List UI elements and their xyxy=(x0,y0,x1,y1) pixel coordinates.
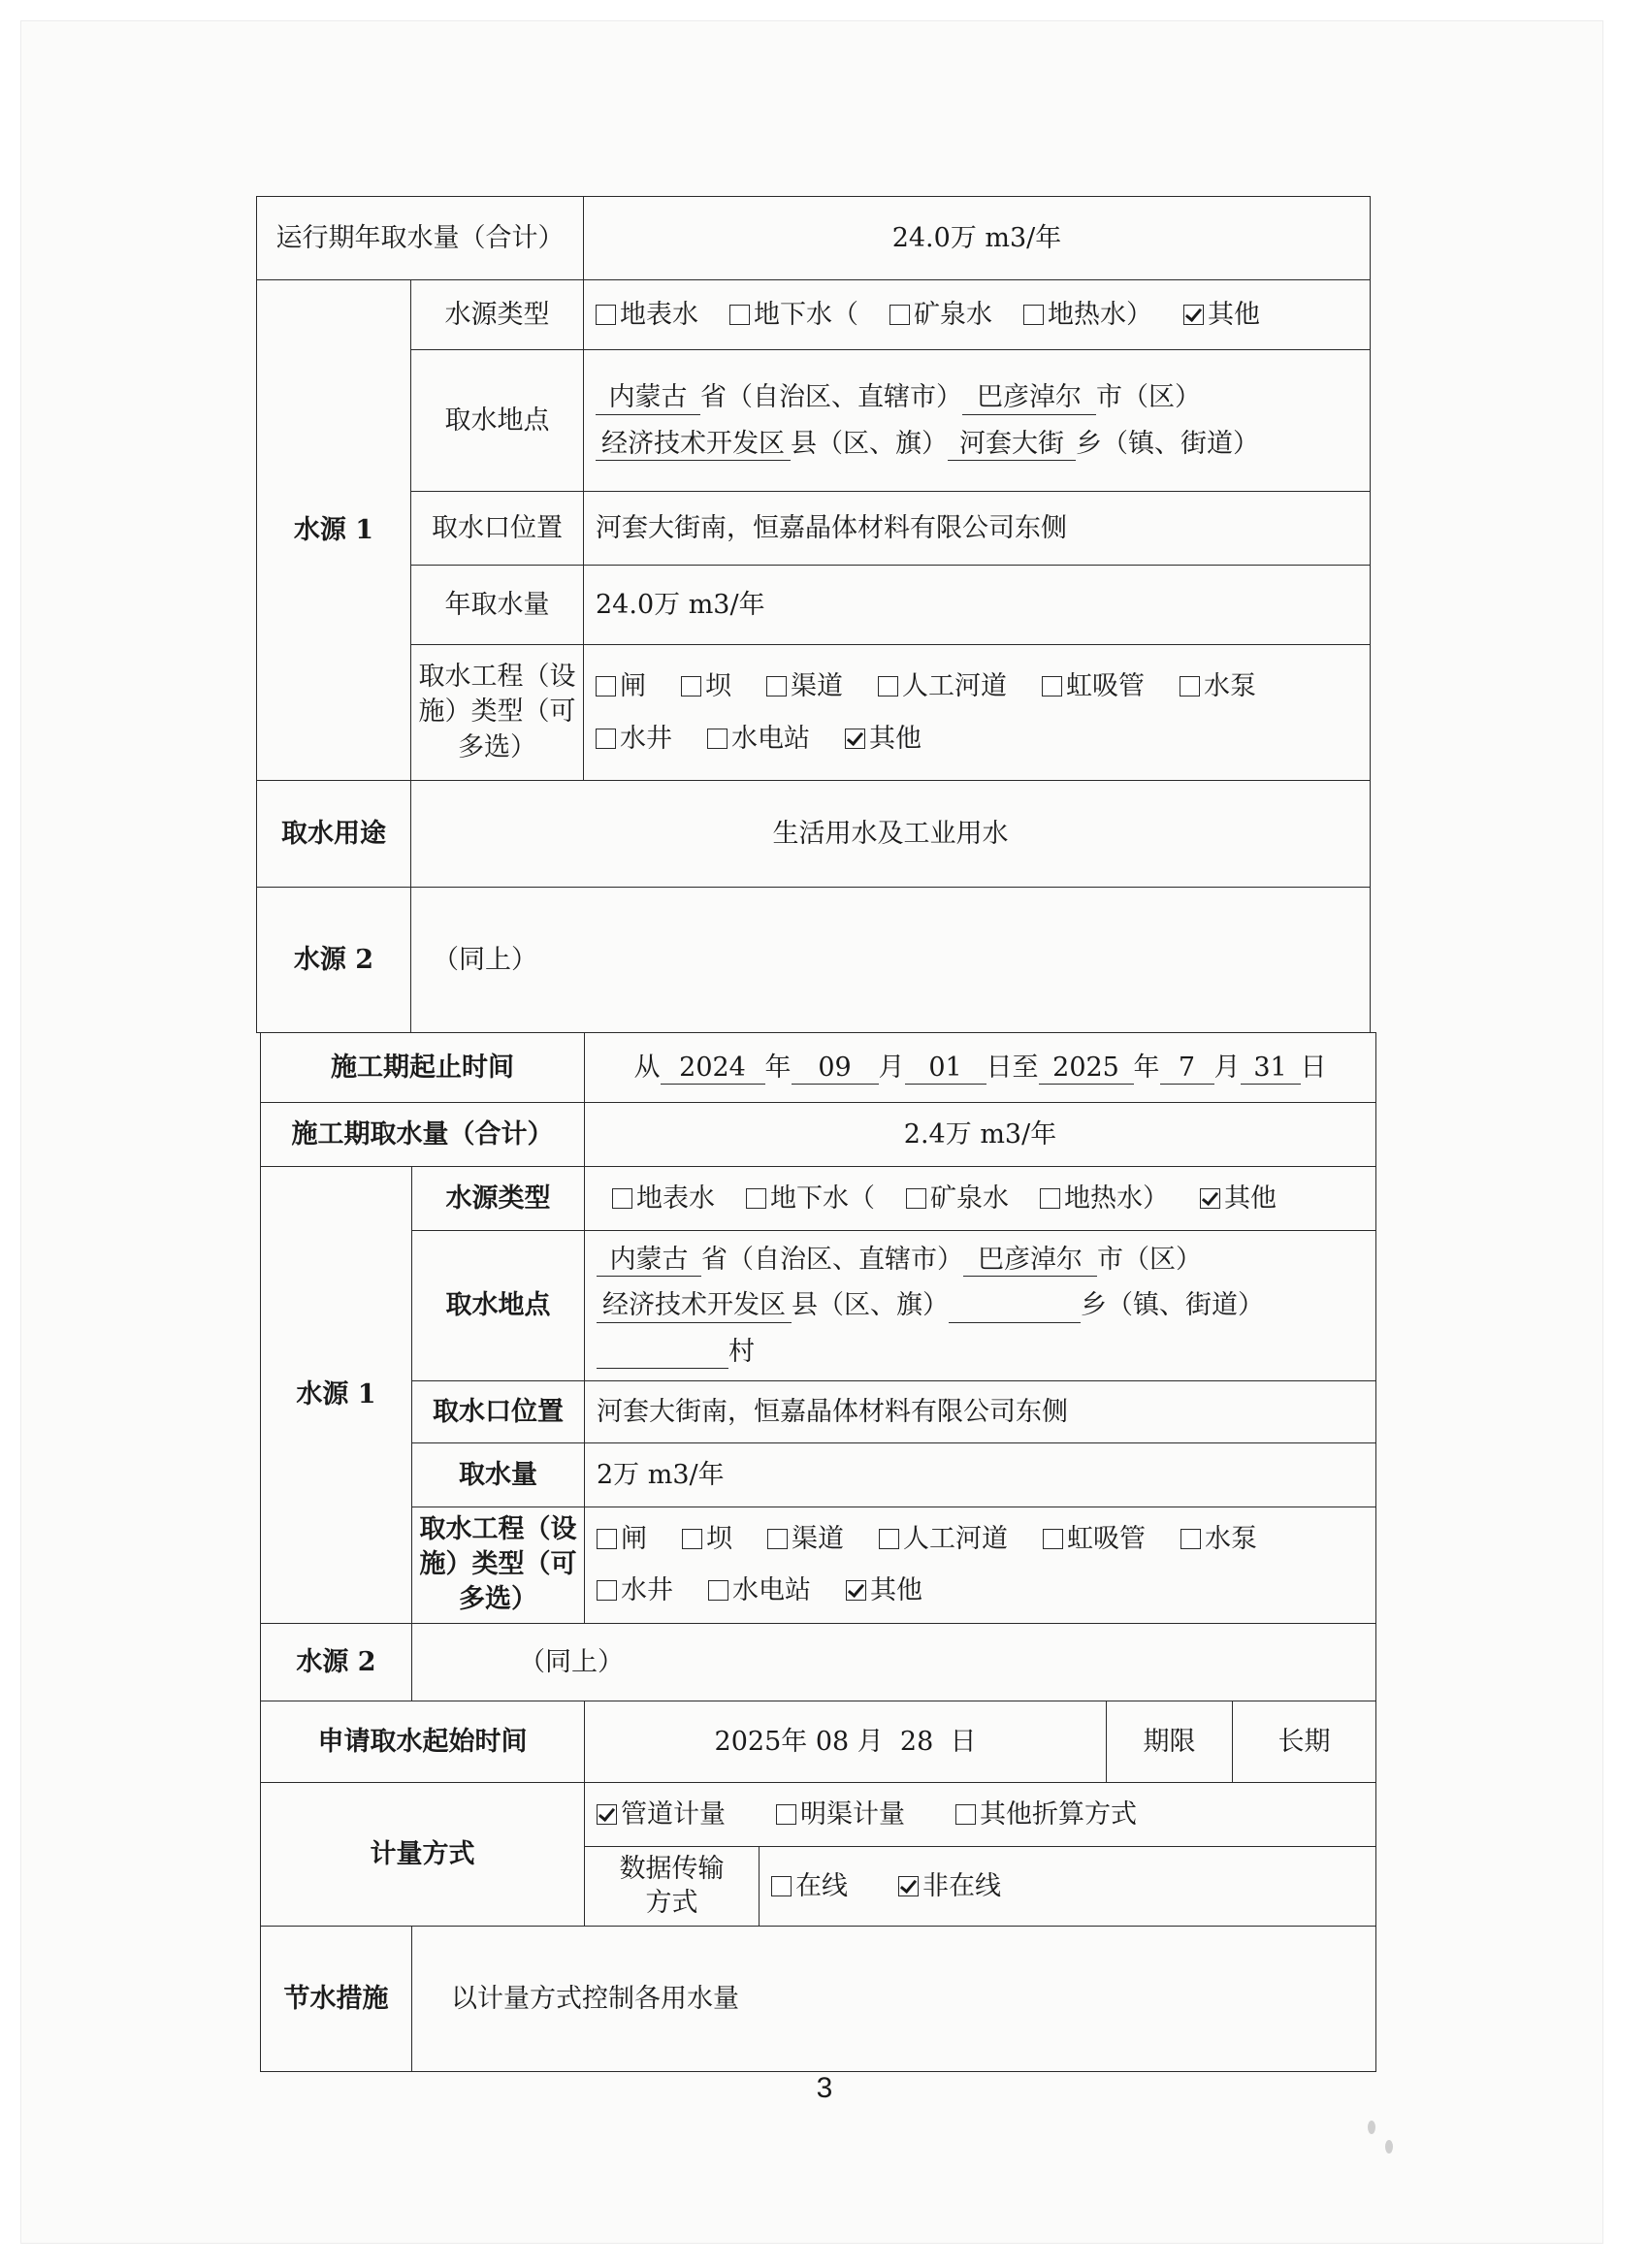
construction-amount-value: 2万 m3/年 xyxy=(585,1442,1376,1507)
source-type-label: 水源类型 xyxy=(411,280,584,350)
start-day: 01 xyxy=(905,1053,986,1085)
empty-box-icon[interactable] xyxy=(729,305,750,325)
start-month-unit: 月 xyxy=(878,1052,905,1083)
county-blank: 经济技术开发区 xyxy=(597,1290,792,1322)
conservation-label: 节水措施 xyxy=(261,1926,412,2071)
empty-box-icon[interactable] xyxy=(596,729,616,749)
construction-amount-label: 取水量 xyxy=(412,1442,585,1507)
empty-box-icon[interactable] xyxy=(1040,1188,1060,1209)
county-suffix: 县（区、旗） xyxy=(792,1290,949,1321)
checkbox-option[interactable] xyxy=(1180,1520,1257,1558)
option-group xyxy=(771,1867,1364,1905)
checkbox-option-label: 其他 xyxy=(1208,299,1260,330)
city-blank: 巴彦淖尔 xyxy=(962,382,1096,414)
empty-box-icon[interactable] xyxy=(596,305,616,325)
start-year-unit: 年 xyxy=(764,1052,792,1083)
end-year-unit: 年 xyxy=(1133,1052,1160,1083)
end-day-unit: 日 xyxy=(1300,1052,1327,1083)
transmission-label: 数据传输方式 xyxy=(585,1846,760,1926)
empty-box-icon[interactable] xyxy=(746,1188,766,1209)
checkbox-option[interactable] xyxy=(846,1571,922,1609)
checkbox-option[interactable] xyxy=(597,1571,673,1609)
construction-type-label: 水源类型 xyxy=(412,1167,585,1231)
source1-label: 水源 1 xyxy=(257,280,411,781)
source2-label: 水源 2 xyxy=(257,888,411,1033)
location-value xyxy=(584,350,1371,492)
scan-speck xyxy=(1385,2140,1393,2154)
checkbox-option[interactable] xyxy=(746,1180,875,1217)
construction-period-value xyxy=(585,1033,1376,1103)
checkbox-option-label: 虹吸管 xyxy=(1066,671,1145,702)
empty-box-icon[interactable] xyxy=(955,1804,976,1825)
checkbox-option[interactable] xyxy=(1023,296,1152,334)
checkbox-option[interactable] xyxy=(597,1796,726,1833)
option-group xyxy=(597,1180,1364,1217)
empty-box-icon[interactable] xyxy=(612,1188,632,1209)
term-value: 长期 xyxy=(1233,1701,1376,1782)
checkbox-option-label: 人工河道 xyxy=(903,1524,1008,1555)
scan-speck xyxy=(1368,2121,1375,2134)
location-label: 取水地点 xyxy=(411,350,584,492)
checkbox-option-label: 其他 xyxy=(870,1575,922,1606)
province-suffix: 省（自治区、直辖市） xyxy=(701,1245,963,1275)
city-suffix: 市（区） xyxy=(1097,1245,1202,1275)
checked-box-icon[interactable] xyxy=(898,1876,919,1896)
city-blank: 巴彦淖尔 xyxy=(963,1245,1097,1277)
empty-box-icon[interactable] xyxy=(906,1188,926,1209)
checkbox-option-label: 闸 xyxy=(621,1524,647,1555)
empty-box-icon[interactable] xyxy=(681,676,701,697)
checkbox-option-label: 明渠计量 xyxy=(800,1798,905,1830)
checkbox-option-label: 水泵 xyxy=(1205,1524,1257,1555)
checkbox-option-label: 地表水 xyxy=(636,1183,715,1214)
checkbox-option-label: 水井 xyxy=(621,1575,673,1606)
metering-label: 计量方式 xyxy=(261,1782,585,1926)
construction-total-label: 施工期取水量（合计） xyxy=(261,1103,585,1167)
empty-box-icon[interactable] xyxy=(708,1580,728,1601)
province-blank: 内蒙古 xyxy=(597,1245,701,1277)
village-blank xyxy=(597,1337,728,1369)
day-to: 日至 xyxy=(986,1052,1039,1083)
checkbox-option[interactable] xyxy=(596,296,698,334)
end-month: 7 xyxy=(1160,1053,1214,1085)
checkbox-option-label: 闸 xyxy=(620,671,646,702)
application-start-label: 申请取水起始时间 xyxy=(261,1701,585,1782)
city-suffix: 市（区） xyxy=(1096,382,1201,413)
empty-box-icon[interactable] xyxy=(767,1529,788,1549)
period-from: 从 xyxy=(633,1052,661,1083)
checkbox-option[interactable] xyxy=(729,296,858,334)
construction-water-table xyxy=(260,1032,1376,2072)
operation-water-table xyxy=(256,196,1371,1033)
checkbox-option[interactable] xyxy=(1180,667,1256,705)
checkbox-option-label: 地下水（ xyxy=(754,299,858,330)
town-suffix: 乡（镇、街道） xyxy=(1076,428,1259,459)
checkbox-option-label: 在线 xyxy=(795,1870,848,1901)
checkbox-option[interactable] xyxy=(771,1867,848,1905)
empty-box-icon[interactable] xyxy=(597,1580,617,1601)
checkbox-option-label: 地表水 xyxy=(620,299,698,330)
checkbox-option[interactable] xyxy=(1183,296,1260,334)
village-suffix: 村 xyxy=(728,1336,755,1367)
construction-source1-label: 水源 1 xyxy=(261,1167,412,1624)
term-label: 期限 xyxy=(1107,1701,1233,1782)
checkbox-option-label: 渠道 xyxy=(791,671,843,702)
checkbox-option[interactable] xyxy=(596,720,672,758)
empty-box-icon[interactable] xyxy=(771,1876,792,1896)
checkbox-option-label: 虹吸管 xyxy=(1067,1524,1146,1555)
checkbox-option[interactable] xyxy=(766,667,843,705)
checkbox-option-label: 其他折算方式 xyxy=(980,1798,1137,1830)
province-blank: 内蒙古 xyxy=(596,382,700,414)
option-group xyxy=(597,1796,1364,1833)
checkbox-option-label: 矿泉水 xyxy=(930,1183,1009,1214)
construction-facility-label: 取水工程（设施）类型（可多选） xyxy=(412,1507,585,1623)
checkbox-option-label: 坝 xyxy=(705,671,731,702)
empty-box-icon[interactable] xyxy=(889,305,910,325)
checkbox-option-label: 矿泉水 xyxy=(914,299,992,330)
checkbox-option[interactable] xyxy=(906,1180,1009,1217)
checkbox-option-label: 地热水） xyxy=(1064,1183,1169,1214)
checkbox-option[interactable] xyxy=(1040,1180,1169,1217)
empty-box-icon[interactable] xyxy=(597,1529,617,1549)
checkbox-option[interactable] xyxy=(681,667,731,705)
empty-box-icon[interactable] xyxy=(776,1804,796,1825)
empty-box-icon[interactable] xyxy=(596,676,616,697)
checked-box-icon[interactable] xyxy=(845,729,865,749)
checked-box-icon[interactable] xyxy=(597,1804,617,1825)
checkbox-option[interactable] xyxy=(955,1796,1137,1833)
checkbox-option[interactable] xyxy=(845,720,922,758)
checkbox-option-label: 地下水（ xyxy=(770,1183,875,1214)
facility-label: 取水工程（设施）类型（可多选） xyxy=(411,645,584,781)
checkbox-option-label: 其他 xyxy=(1224,1183,1277,1214)
checked-box-icon[interactable] xyxy=(1183,305,1204,325)
annual-amount-value: 24.0万 m3/年 xyxy=(584,566,1371,645)
checkbox-option-label: 地热水） xyxy=(1048,299,1152,330)
facility-options xyxy=(584,645,1371,781)
empty-box-icon[interactable] xyxy=(1023,305,1044,325)
option-group xyxy=(597,1520,1364,1609)
construction-source2-label: 水源 2 xyxy=(261,1623,412,1701)
annual-total-value: 24.0万 m3/年 xyxy=(584,197,1371,280)
option-group xyxy=(596,296,1358,334)
empty-box-icon[interactable] xyxy=(878,676,898,697)
metering-methods xyxy=(585,1782,1376,1846)
checkbox-option[interactable] xyxy=(682,1520,732,1558)
construction-facility-options xyxy=(585,1507,1376,1623)
empty-box-icon[interactable] xyxy=(707,729,728,749)
empty-box-icon[interactable] xyxy=(766,676,787,697)
checkbox-option-label: 渠道 xyxy=(792,1524,844,1555)
annual-total-label: 运行期年取水量（合计） xyxy=(257,197,584,280)
start-month: 09 xyxy=(792,1053,879,1085)
water-use-label: 取水用途 xyxy=(257,781,411,888)
source2-value: （同上） xyxy=(411,888,1371,1033)
checkbox-option-label: 水泵 xyxy=(1204,671,1256,702)
checkbox-option-label: 非在线 xyxy=(922,1870,1001,1901)
empty-box-icon[interactable] xyxy=(1042,676,1062,697)
checkbox-option[interactable] xyxy=(767,1520,844,1558)
checkbox-option[interactable] xyxy=(776,1796,905,1833)
county-blank: 经济技术开发区 xyxy=(596,429,791,461)
checkbox-option[interactable] xyxy=(1200,1180,1277,1217)
construction-intake-label: 取水口位置 xyxy=(412,1380,585,1442)
checkbox-option[interactable] xyxy=(889,296,992,334)
checkbox-option-label: 管道计量 xyxy=(621,1798,726,1830)
town-blank: 河套大街 xyxy=(948,429,1076,461)
intake-label: 取水口位置 xyxy=(411,492,584,566)
checkbox-option[interactable] xyxy=(708,1571,811,1609)
transmission-options xyxy=(760,1846,1376,1926)
start-year: 2024 xyxy=(661,1053,765,1085)
checkbox-option[interactable] xyxy=(596,667,646,705)
province-suffix: 省（自治区、直辖市） xyxy=(700,382,962,413)
checkbox-option-label: 水电站 xyxy=(731,723,810,754)
construction-intake-value: 河套大街南，恒嘉晶体材料有限公司东侧 xyxy=(585,1380,1376,1442)
checkbox-option[interactable] xyxy=(612,1180,715,1217)
checkbox-option[interactable] xyxy=(878,667,1007,705)
checkbox-option[interactable] xyxy=(1042,667,1145,705)
checkbox-option[interactable] xyxy=(879,1520,1008,1558)
checkbox-option[interactable] xyxy=(597,1520,647,1558)
checkbox-option-label: 其他 xyxy=(869,723,922,754)
town-suffix: 乡（镇、街道） xyxy=(1081,1290,1264,1321)
empty-box-icon[interactable] xyxy=(682,1529,702,1549)
construction-period-label: 施工期起止时间 xyxy=(261,1033,585,1103)
construction-total-value: 2.4万 m3/年 xyxy=(585,1103,1376,1167)
checkbox-option-label: 水电站 xyxy=(732,1575,811,1606)
construction-location-value xyxy=(585,1231,1376,1381)
empty-box-icon[interactable] xyxy=(879,1529,899,1549)
checkbox-option-label: 坝 xyxy=(706,1524,732,1555)
checkbox-option-label: 人工河道 xyxy=(902,671,1007,702)
source-type-options xyxy=(584,280,1371,350)
annual-amount-label: 年取水量 xyxy=(411,566,584,645)
checkbox-option-label: 水井 xyxy=(620,723,672,754)
empty-box-icon[interactable] xyxy=(1043,1529,1063,1549)
checkbox-option[interactable] xyxy=(707,720,810,758)
end-month-unit: 月 xyxy=(1213,1052,1241,1083)
town-blank xyxy=(949,1290,1081,1322)
water-use-value: 生活用水及工业用水 xyxy=(411,781,1371,888)
end-day: 31 xyxy=(1241,1053,1301,1085)
checkbox-option[interactable] xyxy=(1043,1520,1146,1558)
checkbox-option[interactable] xyxy=(898,1867,1001,1905)
page-number: 3 xyxy=(816,2072,833,2104)
conservation-value: 以计量方式控制各用水量 xyxy=(412,1926,1376,2071)
intake-value: 河套大街南，恒嘉晶体材料有限公司东侧 xyxy=(584,492,1371,566)
construction-location-label: 取水地点 xyxy=(412,1231,585,1381)
checked-box-icon[interactable] xyxy=(1200,1188,1220,1209)
option-group xyxy=(596,667,1358,757)
empty-box-icon[interactable] xyxy=(1180,676,1200,697)
construction-type-options xyxy=(585,1167,1376,1231)
application-start-value: 2025年 08 月 28 日 xyxy=(585,1701,1107,1782)
checked-box-icon[interactable] xyxy=(846,1580,866,1601)
empty-box-icon[interactable] xyxy=(1180,1529,1201,1549)
construction-source2-value: （同上） xyxy=(412,1623,1376,1701)
end-year: 2025 xyxy=(1039,1053,1134,1085)
county-suffix: 县（区、旗） xyxy=(791,428,948,459)
